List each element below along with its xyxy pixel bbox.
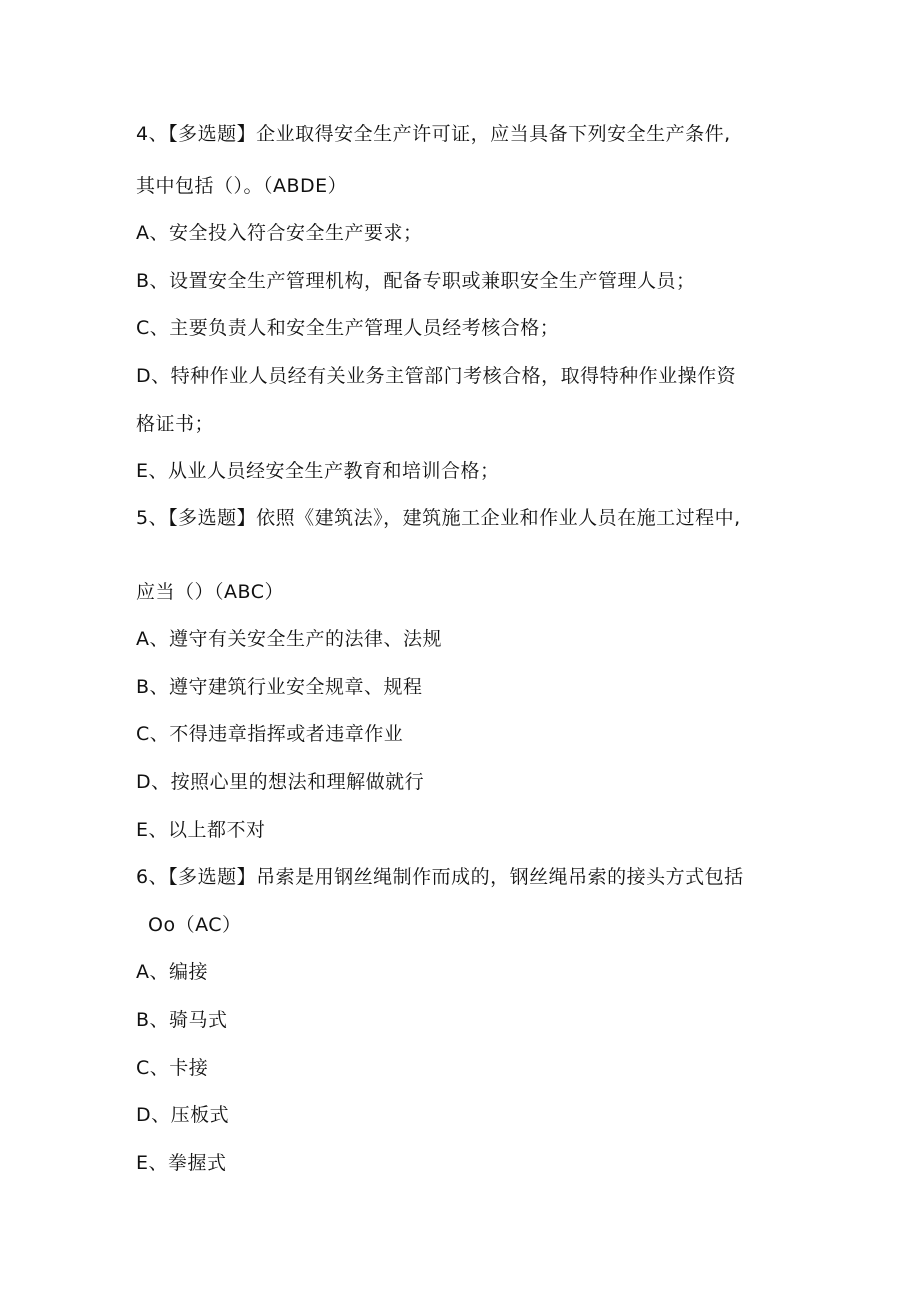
question-5-option-b: B、遵守建筑行业安全规章、规程 xyxy=(136,676,423,698)
question-6-stem-line-2: Oo（AC） xyxy=(148,914,242,936)
question-4-option-c: C、主要负责人和安全生产管理人员经考核合格； xyxy=(136,317,560,339)
question-5-option-c: C、不得违章指挥或者违章作业 xyxy=(136,723,404,745)
question-5-stem-line-1: 5、【多选题】依照《建筑法》，建筑施工企业和作业人员在施工过程中, xyxy=(136,507,741,529)
question-5-option-a: A、遵守有关安全生产的法律、法规 xyxy=(136,628,442,650)
question-6-option-e: E、拳握式 xyxy=(136,1152,227,1174)
question-4-option-a: A、安全投入符合安全生产要求； xyxy=(136,222,423,244)
question-4-option-d-line-2: 格证书； xyxy=(136,413,215,435)
question-5-option-d: D、按照心里的想法和理解做就行 xyxy=(136,771,425,793)
question-4-option-d-line-1: D、特种作业人员经有关业务主管部门考核合格，取得特种作业操作资 xyxy=(136,365,737,387)
question-6-option-a: A、编接 xyxy=(136,961,208,983)
question-5-stem-line-2: 应当（）（ABC） xyxy=(136,581,284,603)
question-6-option-c: C、卡接 xyxy=(136,1057,209,1079)
question-4-stem-line-2: 其中包括（）。（ABDE） xyxy=(136,175,348,197)
question-4-stem-line-1: 4、【多选题】企业取得安全生产许可证，应当具备下列安全生产条件, xyxy=(136,123,731,145)
question-6-option-b: B、骑马式 xyxy=(136,1009,228,1031)
question-4-option-b: B、设置安全生产管理机构，配备专职或兼职安全生产管理人员； xyxy=(136,270,696,292)
question-6-stem-line-1: 6、【多选题】吊索是用钢丝绳制作而成的，钢丝绳吊索的接头方式包括 xyxy=(136,866,744,888)
question-6-option-d: D、压板式 xyxy=(136,1104,230,1126)
question-4-option-e: E、从业人员经安全生产教育和培训合格； xyxy=(136,460,500,482)
question-5-option-e: E、以上都不对 xyxy=(136,819,266,841)
